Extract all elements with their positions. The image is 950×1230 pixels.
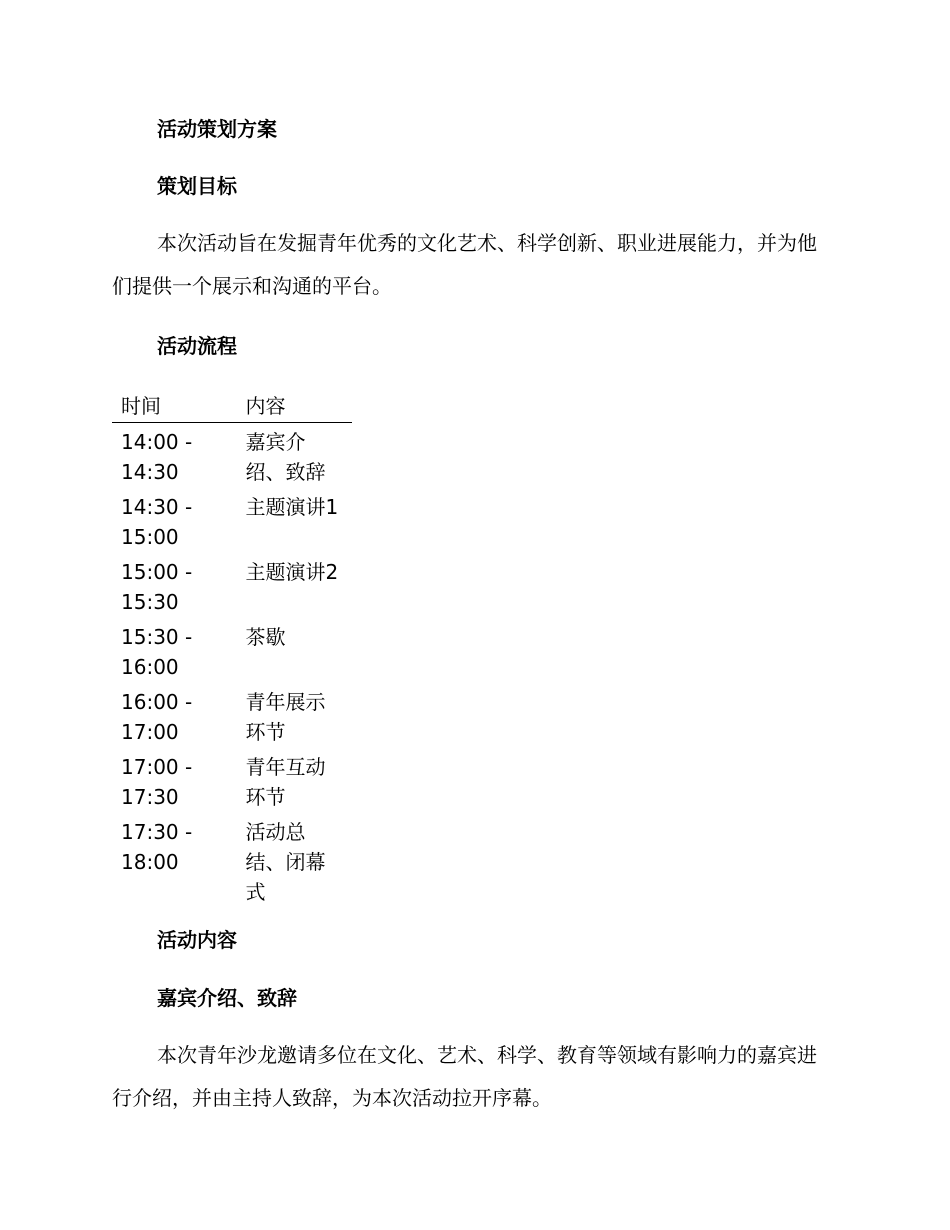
schedule-time-cell: 14:00 - 14:30 <box>121 430 193 484</box>
table-row <box>112 553 352 618</box>
schedule-time-cell: 15:30 - 16:00 <box>121 625 193 679</box>
content-heading: 活动内容 <box>157 928 237 952</box>
schedule-header-row <box>112 390 352 423</box>
schedule-time-cell: 16:00 - 17:00 <box>121 690 193 744</box>
schedule-time-cell: 17:00 - 17:30 <box>121 755 193 809</box>
schedule-table <box>112 390 352 908</box>
table-row <box>112 748 352 813</box>
schedule-content-cell: 茶歇 <box>245 625 286 649</box>
schedule-content-cell: 嘉宾介绍、致辞 <box>245 430 326 484</box>
schedule-header-content: 内容 <box>237 390 352 423</box>
schedule-header-time: 时间 <box>112 390 237 423</box>
goal-heading: 策划目标 <box>157 174 237 198</box>
guest-heading: 嘉宾介绍、致辞 <box>157 986 297 1010</box>
table-row <box>112 423 352 489</box>
schedule-content-cell: 活动总结、闭幕式 <box>245 820 326 904</box>
schedule-content-cell: 主题演讲2 <box>245 560 339 584</box>
schedule-time-cell: 17:30 - 18:00 <box>121 820 193 874</box>
table-row <box>112 683 352 748</box>
table-row <box>112 618 352 683</box>
schedule-time-cell: 14:30 - 15:00 <box>121 495 193 549</box>
table-row <box>112 488 352 553</box>
schedule-content-cell: 主题演讲1 <box>245 495 339 519</box>
schedule-content-cell: 青年展示环节 <box>245 690 326 744</box>
schedule-content-cell: 青年互动环节 <box>245 755 326 809</box>
guest-paragraph: 本次青年沙龙邀请多位在文化、艺术、科学、教育等领域有影响力的嘉宾进行介绍，并由主持人致辞，为本次活动拉开序幕。 <box>112 1043 817 1110</box>
document-title: 活动策划方案 <box>157 117 277 141</box>
table-row <box>112 813 352 908</box>
schedule-time-cell: 15:00 - 15:30 <box>121 560 193 614</box>
goal-paragraph: 本次活动旨在发掘青年优秀的文化艺术、科学创新、职业进展能力，并为他们提供一个展示和沟通的平台。 <box>112 231 817 298</box>
flow-heading: 活动流程 <box>157 334 237 358</box>
